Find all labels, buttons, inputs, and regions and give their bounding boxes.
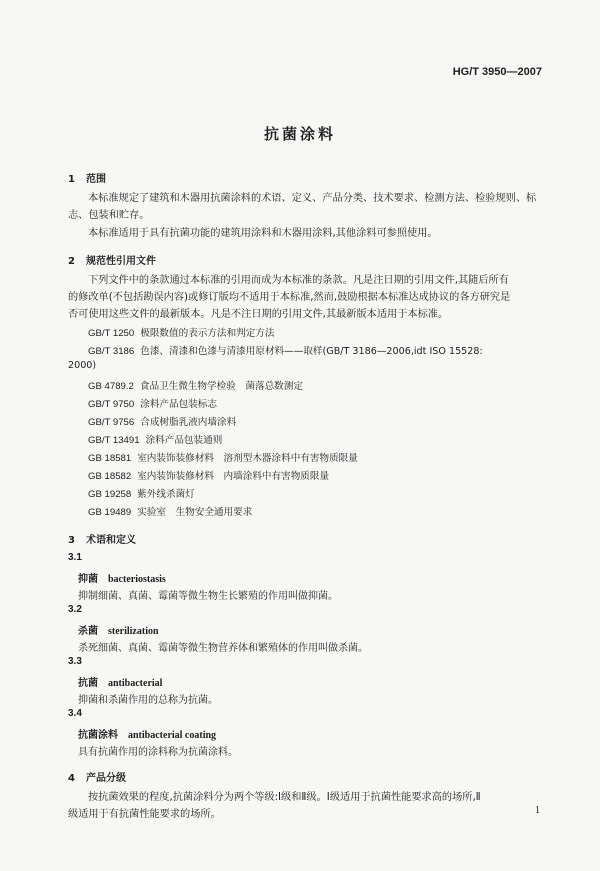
paragraph-cont: 否可使用这些文件的最新版本。凡是不注日期的引用文件,其最新版本适用于本标准。 (68, 309, 449, 320)
term-definition: 杀死细菌、真菌、霉菌等微生物营养体和繁殖体的作用叫做杀菌。 (78, 643, 368, 654)
paragraph-cont: 的修改单(不包括勘误内容)或修订版均不适用于本标准,然而,鼓励根据本标准达成协议的各方研究是 (68, 292, 511, 303)
section-title: 产品分级 (86, 773, 126, 784)
reference-code: GB 4789.2 (88, 381, 134, 392)
reference-title: 实验室 生物安全通用要求 (137, 507, 253, 518)
term-en: bacteriostasis (108, 574, 166, 585)
term-number: 3.2 (68, 604, 82, 615)
page-number: 1 (535, 805, 540, 816)
term-number: 3.3 (68, 656, 82, 667)
term-zh: 杀菌 (78, 626, 98, 637)
reference-code: GB/T 13491 (88, 435, 140, 446)
reference-item (88, 468, 329, 482)
reference-code: GB 19489 (88, 507, 132, 518)
reference-code: GB 18582 (88, 471, 132, 482)
reference-title: 食品卫生微生物学检验 菌落总数测定 (139, 381, 303, 392)
reference-code: GB/T 1250 (88, 328, 135, 339)
term-number: 3.4 (68, 708, 82, 719)
reference-item (88, 378, 303, 392)
paragraph: 本标准适用于具有抗菌功能的建筑用涂料和木器用涂料,其他涂料可参照使用。 (88, 228, 438, 239)
term-title (78, 570, 166, 585)
reference-item (88, 414, 236, 428)
reference-item (88, 504, 252, 518)
paragraph: 按抗菌效果的程度,抗菌涂料分为两个等级:Ⅰ级和Ⅱ级。Ⅰ级适用于抗菌性能要求高的场所,Ⅱ (88, 792, 481, 803)
section-title: 范围 (86, 174, 106, 185)
section-1-heading (68, 170, 106, 185)
reference-item (88, 343, 483, 357)
reference-title: 室内装饰装修材料 溶剂型木器涂料中有害物质限量 (137, 453, 358, 464)
section-number: 1 (68, 174, 75, 185)
reference-title: 涂料产品包装标志 (140, 399, 217, 410)
term-zh: 抗菌涂料 (78, 730, 118, 741)
term-definition: 抑菌和杀菌作用的总称为抗菌。 (78, 695, 218, 706)
term-number: 3.1 (68, 552, 82, 563)
term-zh: 抗菌 (78, 678, 98, 689)
standard-code: HG/T 3950—2007 (452, 66, 542, 78)
reference-item (88, 432, 222, 446)
term-title (78, 674, 162, 689)
reference-title: 色漆、清漆和色漆与清漆用原材料——取样(GB/T 3186—2006,idt ISO 15528: (140, 346, 483, 357)
reference-title: 紫外线杀菌灯 (137, 489, 195, 500)
reference-code: GB 19258 (88, 489, 132, 500)
reference-title: 合成树脂乳液内墙涂料 (140, 417, 237, 428)
reference-title: 涂料产品包装通则 (145, 435, 223, 446)
paragraph: 本标准规定了建筑和木器用抗菌涂料的术语、定义、产品分类、技术要求、检测方法、检验规则、标 (88, 193, 537, 204)
reference-item (88, 396, 217, 410)
section-number: 4 (68, 773, 75, 784)
reference-item (88, 486, 195, 500)
paragraph-cont: 志、包装和贮存。 (68, 210, 150, 221)
section-2-heading (68, 252, 156, 267)
reference-item-cont: 2000) (68, 360, 97, 371)
reference-code: GB 18581 (88, 453, 132, 464)
section-title: 术语和定义 (86, 535, 136, 546)
reference-code: GB/T 9756 (88, 417, 135, 428)
reference-item (88, 325, 275, 339)
section-3-heading (68, 531, 136, 546)
term-en: antibacterial coating (128, 730, 217, 741)
term-title (78, 726, 216, 741)
paragraph: 下列文件中的条款通过本标准的引用而成为本标准的条款。凡是注日期的引用文件,其随后所有 (88, 275, 509, 286)
document-title: 抗菌涂料 (263, 125, 336, 143)
term-definition: 抑制细菌、真菌、霉菌等微生物生长繁殖的作用叫做抑菌。 (78, 591, 338, 602)
reference-item (88, 450, 358, 464)
term-definition: 具有抗菌作用的涂料称为抗菌涂料。 (78, 747, 238, 758)
term-en: sterilization (108, 626, 159, 637)
paragraph-cont: 级适用于有抗菌性能要求的场所。 (68, 809, 221, 820)
reference-code: GB/T 3186 (88, 346, 135, 357)
term-en: antibacterial (108, 678, 163, 689)
section-number: 2 (68, 256, 75, 267)
term-zh: 抑菌 (78, 574, 98, 585)
section-number: 3 (68, 535, 75, 546)
reference-code: GB/T 9750 (88, 399, 135, 410)
reference-title: 极限数值的表示方法和判定方法 (140, 328, 275, 339)
term-title (78, 622, 159, 637)
section-4-heading (68, 769, 126, 784)
section-title: 规范性引用文件 (86, 256, 156, 267)
reference-title: 室内装饰装修材料 内墙涂料中有害物质限量 (137, 471, 330, 482)
